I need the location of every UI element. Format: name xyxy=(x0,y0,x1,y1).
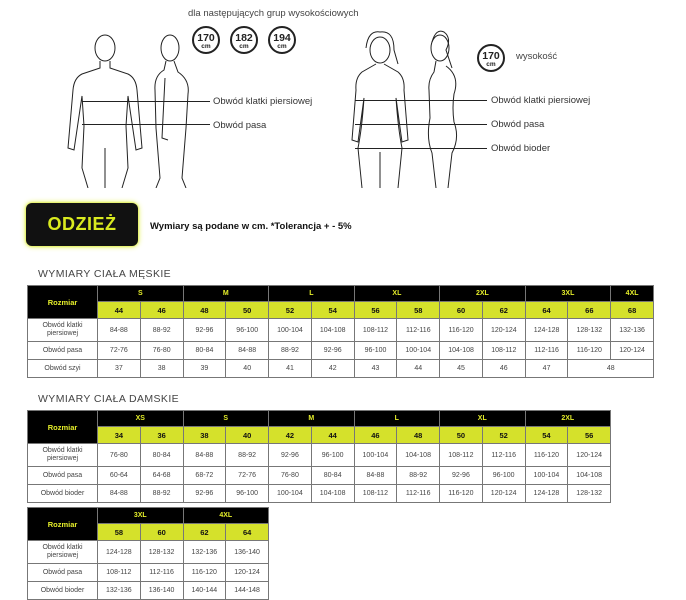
women-value-cell: 96-100 xyxy=(482,467,525,485)
women-value-cell: 100-104 xyxy=(525,467,568,485)
women-size-cell: 56 xyxy=(568,427,611,444)
men-value-cell: 44 xyxy=(397,360,440,378)
male-figures-illustration xyxy=(60,28,210,188)
women-chest-line xyxy=(355,100,487,101)
ext-row-label: Obwód klatki piersiowej xyxy=(28,541,98,564)
men-value-cell: 96-100 xyxy=(226,319,269,342)
women-size-cell: 40 xyxy=(226,427,269,444)
men-size-cell: 60 xyxy=(440,302,483,319)
men-group-2xl: 2XL xyxy=(440,286,526,302)
women-group-2xl: 2XL xyxy=(525,411,611,427)
men-group-3xl: 3XL xyxy=(525,286,611,302)
women-value-cell: 104-108 xyxy=(311,485,354,503)
women-group-xl: XL xyxy=(440,411,526,427)
women-value-cell: 88-92 xyxy=(140,485,183,503)
ext-size-cell: 60 xyxy=(140,524,183,541)
ext-size-cell: 58 xyxy=(98,524,141,541)
women-value-cell: 80-84 xyxy=(311,467,354,485)
men-value-cell: 43 xyxy=(354,360,397,378)
height-badge-170: 170 cm xyxy=(192,26,220,54)
men-size-cell: 68 xyxy=(611,302,654,319)
women-height-badge: 170 cm xyxy=(477,44,505,72)
women-value-cell: 88-92 xyxy=(226,444,269,467)
men-value-cell: 120-124 xyxy=(482,319,525,342)
men-size-cell: 58 xyxy=(397,302,440,319)
men-size-cell: 46 xyxy=(140,302,183,319)
ext-value-cell: 112-116 xyxy=(140,564,183,582)
women-value-cell: 120-124 xyxy=(482,485,525,503)
women-value-cell: 116-120 xyxy=(525,444,568,467)
ext-value-cell: 128-132 xyxy=(140,541,183,564)
men-row-label: Obwód szyi xyxy=(28,360,98,378)
women-value-cell: 76-80 xyxy=(98,444,141,467)
men-value-cell: 96-100 xyxy=(354,342,397,360)
men-value-cell: 112-116 xyxy=(525,342,568,360)
ext-value-cell: 108-112 xyxy=(98,564,141,582)
ext-value-cell: 140-144 xyxy=(183,582,226,600)
women-value-cell: 128-132 xyxy=(568,485,611,503)
ext-size-cell: 62 xyxy=(183,524,226,541)
women-value-cell: 80-84 xyxy=(140,444,183,467)
women-size-cell: 38 xyxy=(183,427,226,444)
women-size-table xyxy=(27,410,611,503)
female-figures-illustration xyxy=(340,28,480,193)
men-value-cell: 40 xyxy=(226,360,269,378)
men-section-title: WYMIARY CIAŁA MĘSKIE xyxy=(38,268,172,280)
men-size-cell: 44 xyxy=(98,302,141,319)
height-badge-182: 182 cm xyxy=(230,26,258,54)
women-value-cell: 88-92 xyxy=(397,467,440,485)
women-waist-label: Obwód pasa xyxy=(491,119,545,130)
men-group-s: S xyxy=(98,286,184,302)
men-size-cell: 64 xyxy=(525,302,568,319)
men-size-cell: 56 xyxy=(354,302,397,319)
men-chest-label: Obwód klatki piersiowej xyxy=(213,96,313,107)
men-value-cell: 88-92 xyxy=(269,342,312,360)
tolerance-note: Wymiary są podane w cm. *Tolerancja + - 5% xyxy=(150,221,352,232)
women-ext-size-table xyxy=(27,507,269,600)
women-value-cell: 104-108 xyxy=(397,444,440,467)
odziez-badge: ODZIEŻ xyxy=(26,203,138,246)
ext-value-cell: 136-140 xyxy=(140,582,183,600)
women-group-m: M xyxy=(269,411,355,427)
men-size-cell: 54 xyxy=(311,302,354,319)
men-value-cell: 37 xyxy=(98,360,141,378)
ext-value-cell: 136-140 xyxy=(226,541,269,564)
ext-value-cell: 120-124 xyxy=(226,564,269,582)
ext-size-cell: 64 xyxy=(226,524,269,541)
men-value-cell: 72-76 xyxy=(98,342,141,360)
women-value-cell: 72-76 xyxy=(226,467,269,485)
women-rozmiar-header: Rozmiar xyxy=(28,411,98,444)
women-value-cell: 104-108 xyxy=(568,467,611,485)
height-groups-caption: dla następujących grup wysokościowych xyxy=(188,8,359,19)
men-size-cell: 52 xyxy=(269,302,312,319)
men-value-cell: 46 xyxy=(482,360,525,378)
men-size-cell: 62 xyxy=(482,302,525,319)
women-size-cell: 52 xyxy=(482,427,525,444)
men-group-m: M xyxy=(183,286,269,302)
women-value-cell: 96-100 xyxy=(311,444,354,467)
women-value-cell: 124-128 xyxy=(525,485,568,503)
women-value-cell: 84-88 xyxy=(98,485,141,503)
women-size-cell: 44 xyxy=(311,427,354,444)
women-size-cell: 34 xyxy=(98,427,141,444)
men-waist-line xyxy=(82,124,210,125)
ext-row-label: Obwód bioder xyxy=(28,582,98,600)
women-size-cell: 54 xyxy=(525,427,568,444)
women-hips-line xyxy=(355,148,487,149)
men-value-cell: 45 xyxy=(440,360,483,378)
men-value-cell: 104-108 xyxy=(311,319,354,342)
men-value-cell: 104-108 xyxy=(440,342,483,360)
ext-value-cell: 116-120 xyxy=(183,564,226,582)
women-size-cell: 42 xyxy=(269,427,312,444)
women-size-cell: 48 xyxy=(397,427,440,444)
men-size-cell: 48 xyxy=(183,302,226,319)
men-value-cell: 116-120 xyxy=(568,342,611,360)
women-value-cell: 84-88 xyxy=(183,444,226,467)
height-badge-194: 194 cm xyxy=(268,26,296,54)
women-value-cell: 60-64 xyxy=(98,467,141,485)
ext-value-cell: 144-148 xyxy=(226,582,269,600)
men-rozmiar-header: Rozmiar xyxy=(28,286,98,319)
ext-value-cell: 132-136 xyxy=(98,582,141,600)
women-row-label: Obwód pasa xyxy=(28,467,98,485)
ext-value-cell: 132-136 xyxy=(183,541,226,564)
ext-row-label: Obwód pasa xyxy=(28,564,98,582)
women-ext-rozmiar-header: Rozmiar xyxy=(28,508,98,541)
men-value-cell: 80-84 xyxy=(183,342,226,360)
men-value-cell: 47 xyxy=(525,360,568,378)
women-value-cell: 100-104 xyxy=(269,485,312,503)
women-size-cell: 46 xyxy=(354,427,397,444)
women-value-cell: 120-124 xyxy=(568,444,611,467)
women-value-cell: 116-120 xyxy=(440,485,483,503)
women-value-cell: 108-112 xyxy=(354,485,397,503)
men-chest-line xyxy=(82,101,210,102)
women-group-s: S xyxy=(183,411,269,427)
women-value-cell: 112-116 xyxy=(482,444,525,467)
men-group-xl: XL xyxy=(354,286,440,302)
women-value-cell: 64-68 xyxy=(140,467,183,485)
men-value-cell: 108-112 xyxy=(482,342,525,360)
women-value-cell: 96-100 xyxy=(226,485,269,503)
men-value-cell: 84-88 xyxy=(98,319,141,342)
men-value-cell: 132-136 xyxy=(611,319,654,342)
women-hips-label: Obwód bioder xyxy=(491,143,551,154)
women-value-cell: 92-96 xyxy=(183,485,226,503)
men-size-table xyxy=(27,285,654,378)
women-value-cell: 92-96 xyxy=(440,467,483,485)
men-row-label: Obwód pasa xyxy=(28,342,98,360)
women-value-cell: 112-116 xyxy=(397,485,440,503)
men-value-cell: 100-104 xyxy=(397,342,440,360)
men-value-cell: 120-124 xyxy=(611,342,654,360)
men-group-l: L xyxy=(269,286,355,302)
men-waist-label: Obwód pasa xyxy=(213,120,267,131)
women-value-cell: 92-96 xyxy=(269,444,312,467)
women-value-cell: 76-80 xyxy=(269,467,312,485)
men-size-cell: 66 xyxy=(568,302,611,319)
men-group-4xl: 4XL xyxy=(611,286,654,302)
men-value-cell: 76-80 xyxy=(140,342,183,360)
men-value-cell: 48 xyxy=(568,360,654,378)
men-value-cell: 88-92 xyxy=(140,319,183,342)
women-value-cell: 108-112 xyxy=(440,444,483,467)
women-row-label: Obwód bioder xyxy=(28,485,98,503)
men-value-cell: 124-128 xyxy=(525,319,568,342)
women-value-cell: 68-72 xyxy=(183,467,226,485)
men-size-cell: 50 xyxy=(226,302,269,319)
women-waist-line xyxy=(355,124,487,125)
women-group-l: L xyxy=(354,411,440,427)
men-value-cell: 92-96 xyxy=(183,319,226,342)
women-value-cell: 100-104 xyxy=(354,444,397,467)
women-size-cell: 50 xyxy=(440,427,483,444)
men-value-cell: 100-104 xyxy=(269,319,312,342)
men-value-cell: 128-132 xyxy=(568,319,611,342)
women-chest-label: Obwód klatki piersiowej xyxy=(491,95,591,106)
women-size-cell: 36 xyxy=(140,427,183,444)
men-value-cell: 41 xyxy=(269,360,312,378)
women-ext-group-3xl: 3XL xyxy=(98,508,184,524)
men-value-cell: 84-88 xyxy=(226,342,269,360)
men-value-cell: 108-112 xyxy=(354,319,397,342)
women-group-xs: XS xyxy=(98,411,184,427)
men-value-cell: 116-120 xyxy=(440,319,483,342)
men-row-label: Obwód klatki piersiowej xyxy=(28,319,98,342)
women-section-title: WYMIARY CIAŁA DAMSKIE xyxy=(38,393,180,405)
women-height-caption: wysokość xyxy=(516,51,558,62)
men-value-cell: 39 xyxy=(183,360,226,378)
ext-value-cell: 124-128 xyxy=(98,541,141,564)
women-row-label: Obwód klatki piersiowej xyxy=(28,444,98,467)
women-value-cell: 84-88 xyxy=(354,467,397,485)
men-value-cell: 42 xyxy=(311,360,354,378)
men-value-cell: 92-96 xyxy=(311,342,354,360)
women-ext-group-4xl: 4XL xyxy=(183,508,269,524)
men-value-cell: 112-116 xyxy=(397,319,440,342)
men-value-cell: 38 xyxy=(140,360,183,378)
